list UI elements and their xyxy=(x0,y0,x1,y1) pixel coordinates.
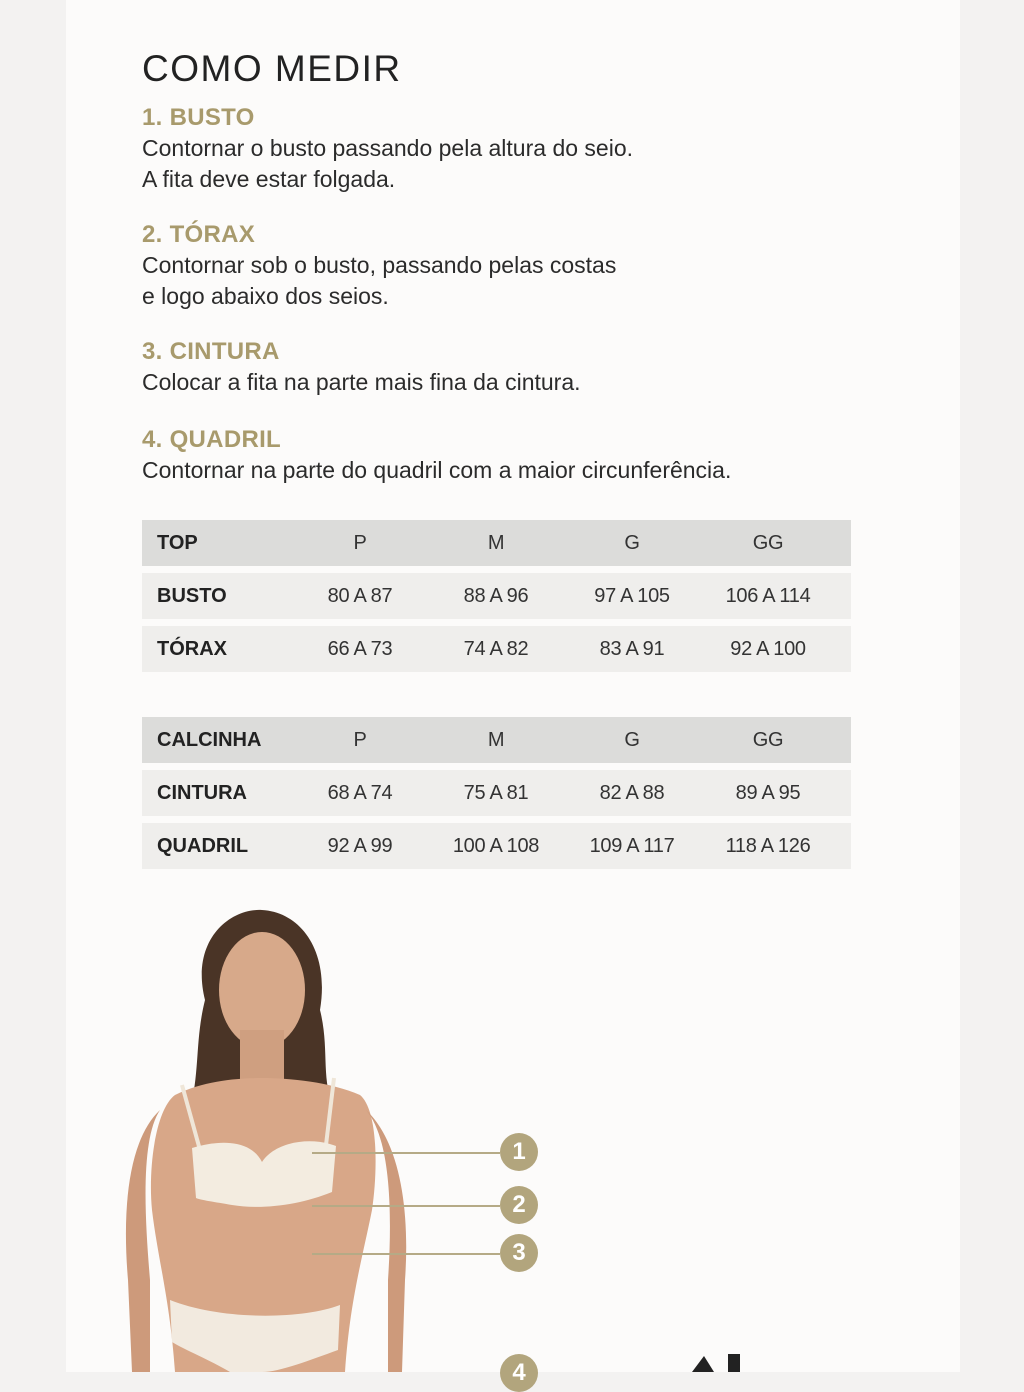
table-row xyxy=(142,823,851,869)
table-row-label: QUADRIL xyxy=(157,834,249,857)
table-header-cell: GG xyxy=(752,728,784,751)
table-header-cell: TOP xyxy=(157,531,198,554)
calcinha-size-table xyxy=(142,717,851,876)
section-text-line: Contornar o busto passando pela altura do seio. xyxy=(142,135,633,161)
table-row-label: CINTURA xyxy=(157,781,247,804)
table-cell: 80 A 87 xyxy=(327,584,393,607)
section-text-line: A fita deve estar folgada. xyxy=(142,166,396,192)
table-cell: 83 A 91 xyxy=(599,637,665,660)
table-header-cell: M xyxy=(487,728,505,751)
section-text-line: e logo abaixo dos seios. xyxy=(142,283,389,309)
page-title: COMO MEDIR xyxy=(142,48,402,89)
table-cell: 68 A 74 xyxy=(327,781,393,804)
section-text-line: Contornar na parte do quadril com a maior circunferência. xyxy=(142,457,732,483)
marker-line-2 xyxy=(312,1205,500,1207)
table-cell: 106 A 114 xyxy=(725,584,811,607)
table-header-cell: GG xyxy=(752,531,784,554)
table-header-cell: G xyxy=(624,728,640,751)
section-heading: 2. TÓRAX xyxy=(142,221,256,248)
section-text-line: Colocar a fita na parte mais fina da cintura. xyxy=(142,369,581,395)
table-cell: 88 A 96 xyxy=(463,584,529,607)
table-header-cell: G xyxy=(624,531,640,554)
section-busto xyxy=(142,104,633,194)
marker-badge-3: 3 xyxy=(500,1234,538,1272)
section-heading: 4. QUADRIL xyxy=(142,426,282,453)
table-cell: 97 A 105 xyxy=(594,584,670,607)
table-row-label: TÓRAX xyxy=(157,637,227,660)
marker-badge-4: 4 xyxy=(500,1354,538,1392)
table-header-cell: P xyxy=(353,728,367,751)
table-row xyxy=(142,770,851,816)
table-cell: 118 A 126 xyxy=(725,834,811,857)
table-row-label: BUSTO xyxy=(157,584,227,607)
table-cell: 92 A 100 xyxy=(730,637,806,660)
section-cintura xyxy=(142,338,581,397)
section-heading: 1. BUSTO xyxy=(142,104,255,131)
section-heading: 3. CINTURA xyxy=(142,338,280,365)
table-row xyxy=(142,573,851,619)
cropped-graphic xyxy=(680,1352,760,1372)
table-header-cell: CALCINHA xyxy=(157,728,262,751)
table-cell: 89 A 95 xyxy=(735,781,801,804)
model-photo xyxy=(0,880,1024,1372)
section-text-line: Contornar sob o busto, passando pelas costas xyxy=(142,252,617,278)
table-cell: 92 A 99 xyxy=(327,834,393,857)
marker-badge-2: 2 xyxy=(500,1186,538,1224)
table-header-cell: P xyxy=(353,531,367,554)
table-header-row xyxy=(142,717,851,763)
table-cell: 74 A 82 xyxy=(463,637,529,660)
marker-badge-1: 1 xyxy=(500,1133,538,1171)
table-cell: 82 A 88 xyxy=(599,781,665,804)
top-size-table xyxy=(142,520,851,679)
table-cell: 109 A 117 xyxy=(589,834,675,857)
section-quadril xyxy=(142,426,731,485)
table-cell: 66 A 73 xyxy=(327,637,393,660)
section-torax xyxy=(142,221,616,311)
table-header-cell: M xyxy=(487,531,505,554)
table-cell: 75 A 81 xyxy=(463,781,529,804)
marker-line-3 xyxy=(312,1253,500,1255)
table-header-row xyxy=(142,520,851,566)
marker-line-1 xyxy=(312,1152,500,1154)
table-row xyxy=(142,626,851,672)
table-cell: 100 A 108 xyxy=(452,834,540,857)
